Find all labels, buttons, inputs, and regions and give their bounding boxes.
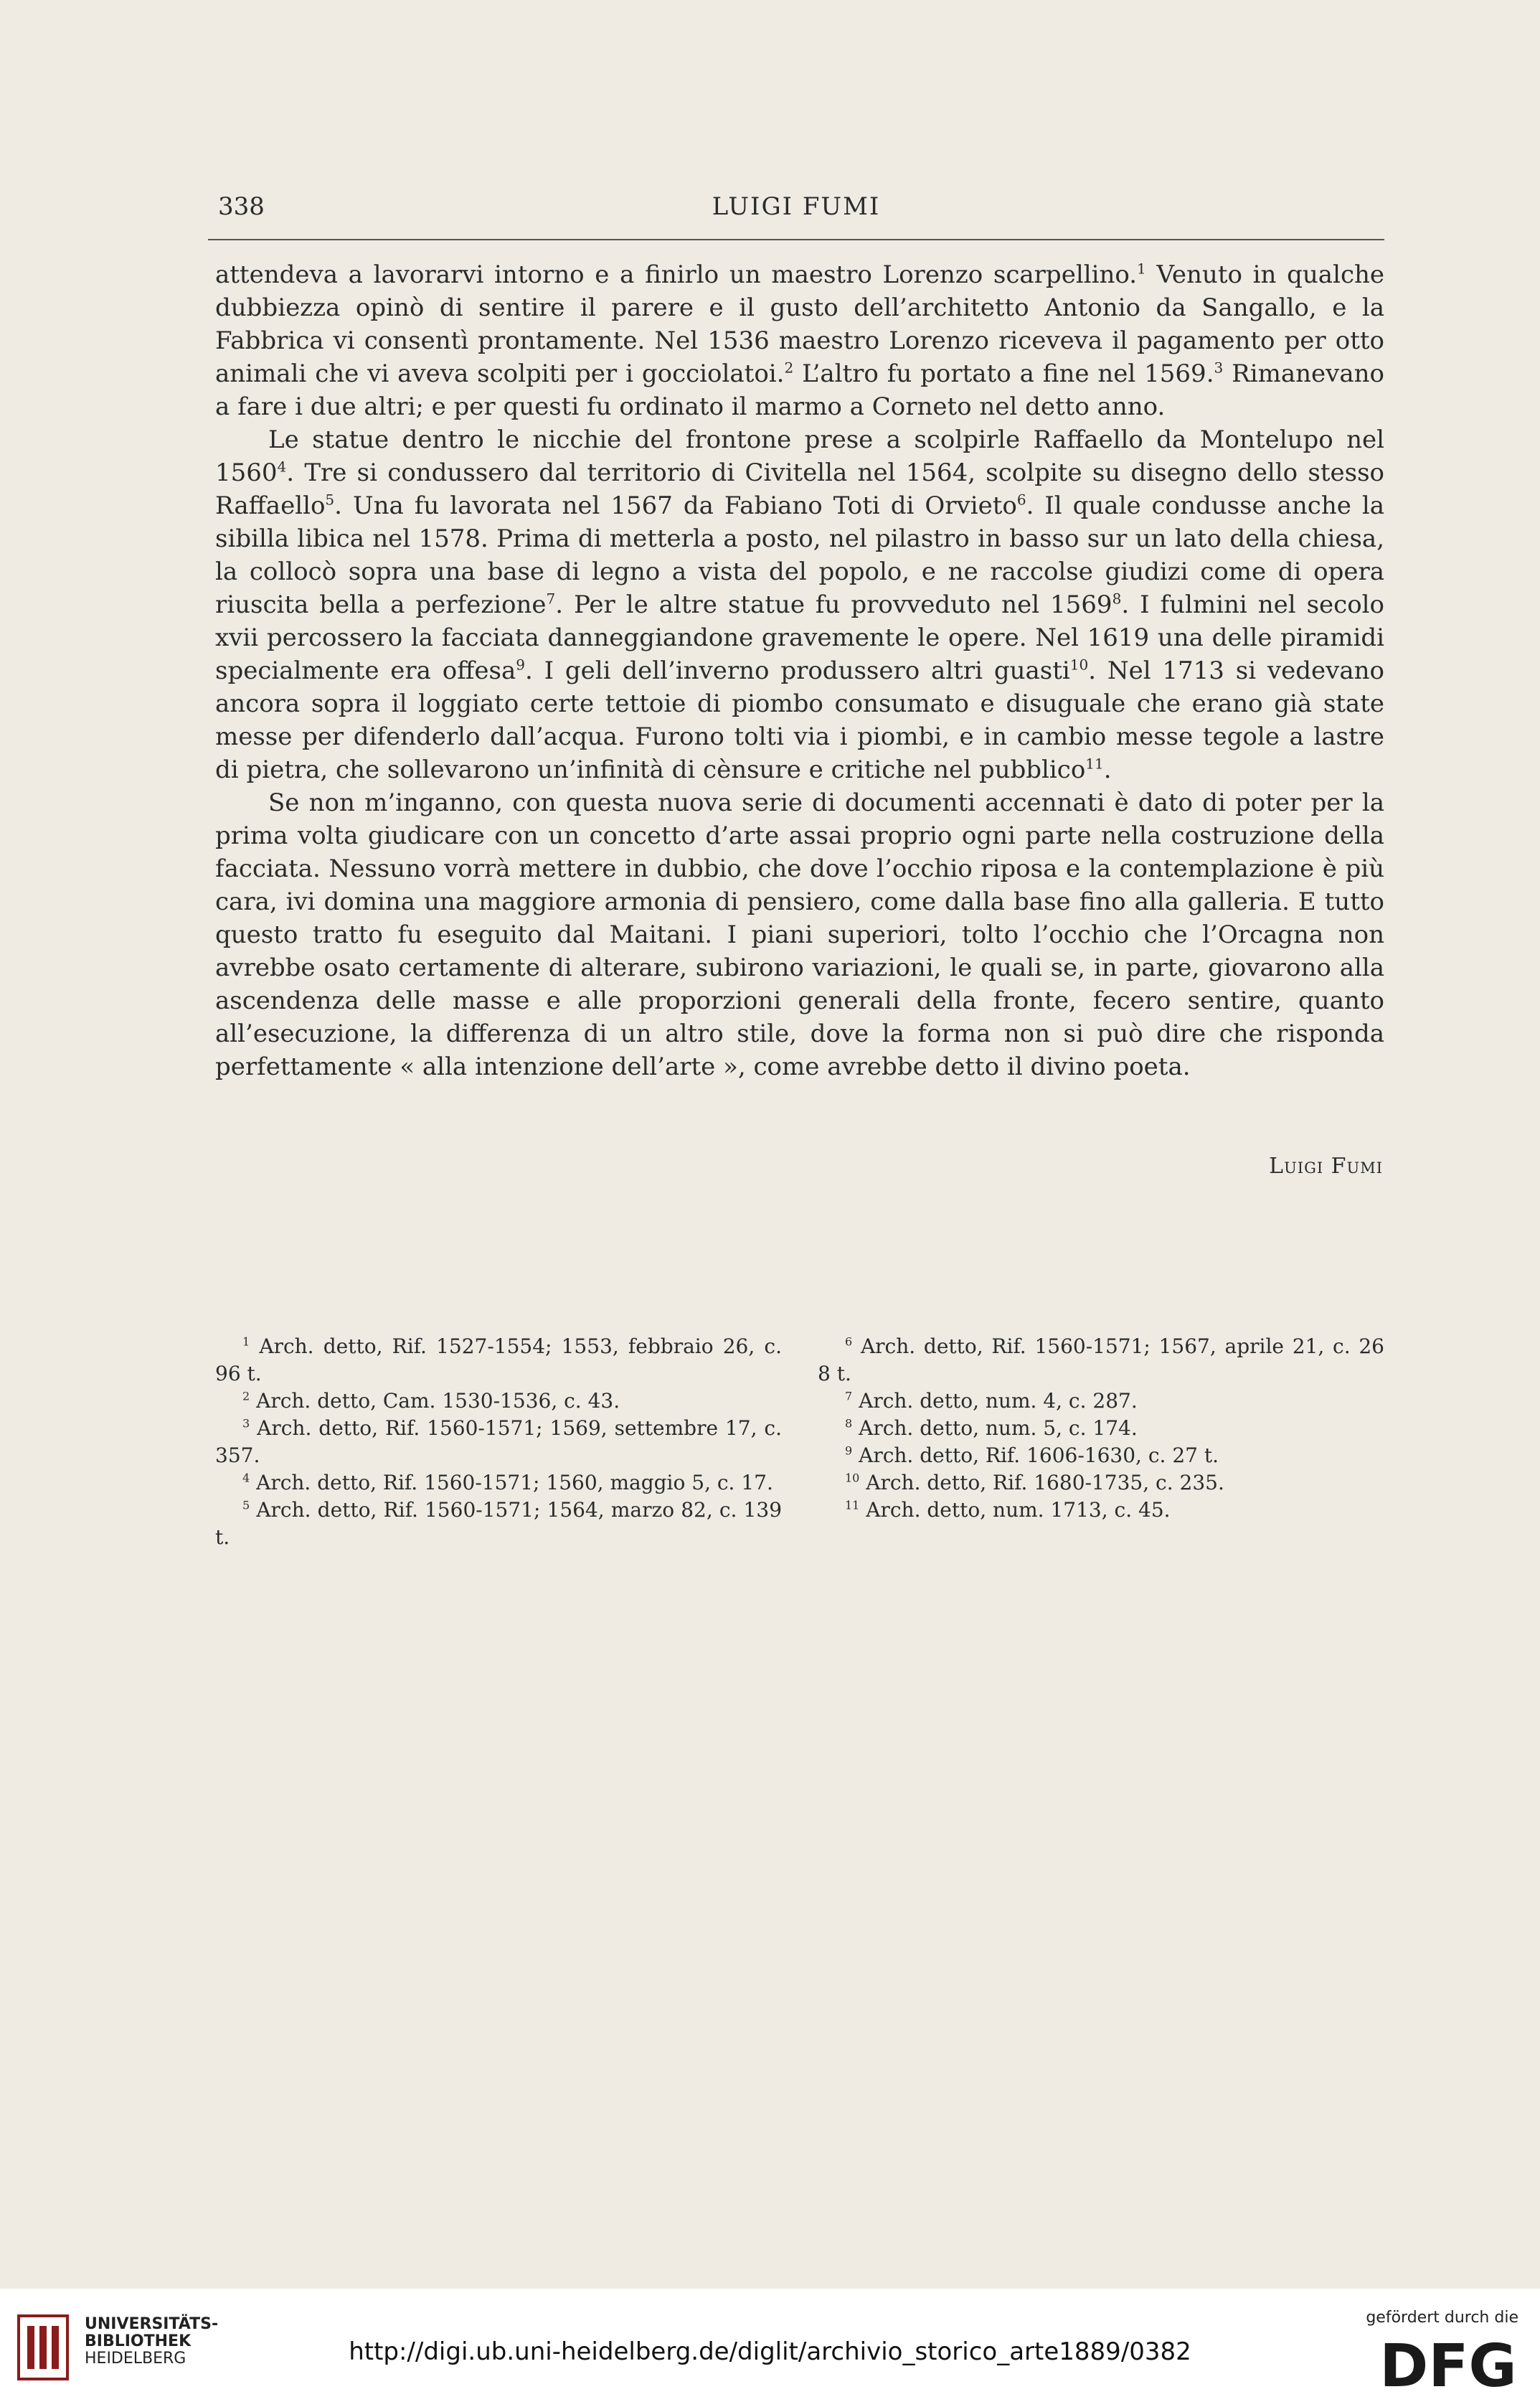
footnote: $^4$ Arch. detto, Rif. 1560-1571; 1560, maggio 5, c. 17. xyxy=(242,1471,773,1494)
page-number: 338 xyxy=(218,192,265,221)
library-name: UNIVERSITÄTS- BIBLIOTHEK HEIDELBERG xyxy=(85,2315,219,2368)
running-title: LUIGI FUMI xyxy=(712,192,881,221)
funded-by-label: gefördert durch die xyxy=(1366,2309,1518,2327)
dfg-logo-text: DFG xyxy=(1379,2333,1517,2395)
page-header xyxy=(208,192,1384,228)
footnote: $^7$ Arch. detto, num. 4, c. 287. xyxy=(845,1389,1138,1413)
footnote: $^8$ Arch. detto, num. 5, c. 174. xyxy=(845,1416,1138,1440)
footnote: $^6$ Arch. detto, Rif. 1560-1571; 1567, aprile 21, c. 26 8 t. xyxy=(818,1334,1384,1385)
digitization-footer xyxy=(0,2289,1540,2407)
footnote: $^{11}$ Arch. detto, num. 1713, c. 45. xyxy=(845,1498,1171,1522)
header-rule xyxy=(208,239,1384,240)
footnote: $^2$ Arch. detto, Cam. 1530-1536, c. 43. xyxy=(242,1389,620,1413)
paragraph-2: Le statue dentro le nicchie del frontone prese a scolpirle Raffaello da Montelupo nel 1560$^4$. Tre si condussero dal territorio di Civitella nel 1564, scolpite su disegno dello stesso Raffaello$^5$. Una fu lavorata nel 1567 da Fabiano Toti di Orvieto$^6$. Il quale condusse anche la sibilla libica nel 1578. Prima di metterla a posto, nel pilastro in basso sur un lato della chiesa, la collocò sopra una base di legno a vista del popolo, e ne raccolse giudizi come di opera riuscita bella a perfezione$^7$. Per le altre statue fu provveduto nel 1569$^8$. I fulmini nel secolo xvii percossero la facciata danneggiandone gravemente le opere. Nel 1619 una delle piramidi specialmente era offesa$^9$. I geli dell’inverno produssero altri guasti$^{10}$. Nel 1713 si vedevano ancora sopra il loggiato certe tettoie di piombo consumato e disuguale che erano già state messe per difenderlo dall’acqua. Furono tolti via i piombi, e in cambio messe tegole a lastre di pietra, che sollevarono un’infinità di cènsure e critiche nel pubblico$^{11}$. xyxy=(215,425,1385,784)
footnote: $^5$ Arch. detto, Rif. 1560-1571; 1564, marzo 82, c. 139 t. xyxy=(215,1498,783,1549)
footnote: $^3$ Arch. detto, Rif. 1560-1571; 1569, settembre 17, c. 357. xyxy=(215,1416,782,1467)
footnotes-left-column xyxy=(215,1333,782,1551)
footnote: $^9$ Arch. detto, Rif. 1606-1630, c. 27 t. xyxy=(845,1443,1219,1467)
footnote: $^1$ Arch. detto, Rif. 1527-1554; 1553, febbraio 26, c. 96 t. xyxy=(215,1334,782,1385)
author-signature: Luigi Fumi xyxy=(1269,1154,1383,1179)
paragraph-3: Se non m’inganno, con questa nuova serie di documenti accennati è dato di poter per la prima volta giudicare con un concetto d’arte assai proprio ogni parte nella costruzione della facciata. Nessuno vorrà mettere in dubbio, che dove l’occhio riposa e la contemplazione è più cara, ivi domina una maggiore armonia di pensiero, come dalla base fino alla galleria. E tutto questo tratto fu eseguito dal Maitani. I piani superiori, tolto l’occhio che l’Orcagna non avrebbe osato certamente di alterare, subirono variazioni, le quali se, in parte, giovarono alla ascendenza delle masse e alle proporzioni generali della fronte, fecero sentire, quanto all’esecuzione, la differenza di un altro stile, dove la forma non si può dire che risponda perfettamente « alla intenzione dell’arte », come avrebbe detto il divino poeta. xyxy=(215,788,1384,1081)
source-url-link[interactable]: http://digi.ub.uni-heidelberg.de/diglit/archivio_storico_arte1889/0382 xyxy=(349,2337,1191,2366)
paragraph-1: attendeva a lavorarvi intorno e a finirlo un maestro Lorenzo scarpellino.$^1$ Venuto in qualche dubbiezza opinò di sentire il parere e il gusto dell’architetto Antonio da Sangallo, e la Fabbrica vi consentì prontamente. Nel 1536 maestro Lorenzo riceveva il pagamento per otto animali che vi aveva scolpiti per i gocciolatoi.$^2$ L’altro fu portato a fine nel 1569.$^3$ Rimanevano a fare i due altri; e per questi fu ordinato il marmo a Corneto nel detto anno. xyxy=(215,260,1385,421)
dfg-logo-icon xyxy=(1376,2333,1520,2395)
footnote: $^{10}$ Arch. detto, Rif. 1680-1735, c. 235. xyxy=(845,1471,1224,1494)
footnotes xyxy=(215,1333,1384,1551)
footnotes-right-column xyxy=(818,1333,1384,1551)
body-text xyxy=(215,258,1384,1083)
